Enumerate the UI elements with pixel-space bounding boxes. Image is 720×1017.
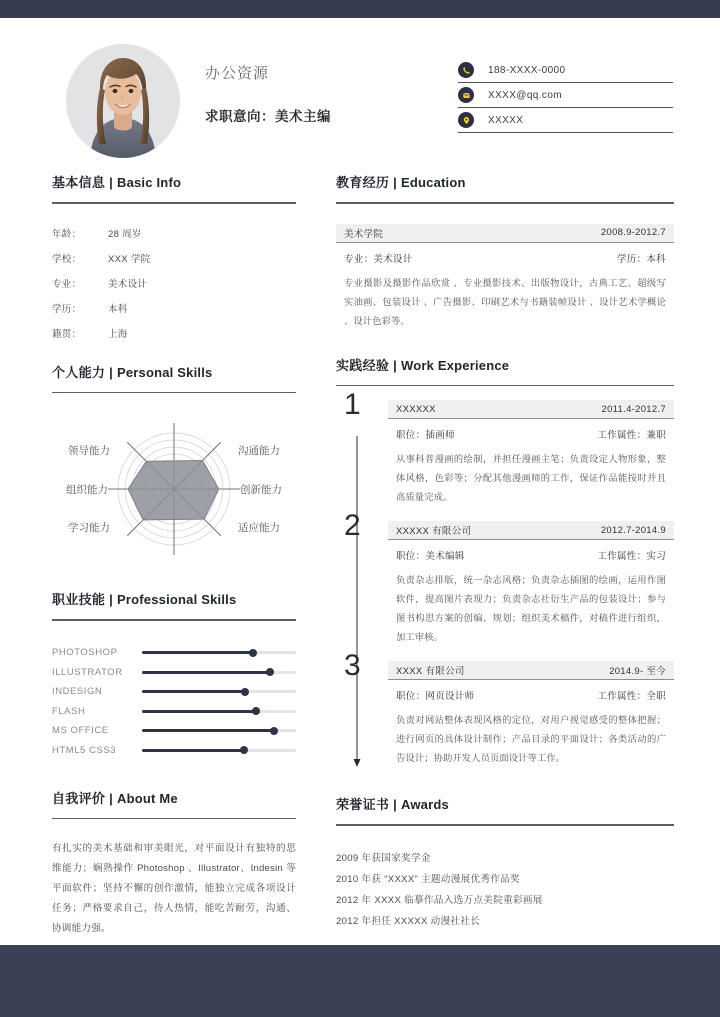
skill-fill [142,729,274,732]
education-entry-subheader [336,243,674,265]
section-title-cn: 实践经验 [336,357,390,373]
education-entry [336,224,674,331]
work-entry [336,509,674,647]
radar-axis-label: 适应能力 [238,522,280,535]
work-entry [336,388,674,507]
table-row [52,276,296,290]
avatar [66,44,180,158]
work-entry-number: 3 [344,649,361,683]
info-key: 学校： [52,253,82,265]
section-divider [52,818,296,820]
skill-fill [142,671,270,674]
skill-row [52,701,296,721]
section-title-cn: 个人能力 [52,364,106,380]
company-name: XXXX 有限公司 [396,666,465,678]
section-title-cn: 自我评价 [52,790,106,806]
skill-track [142,671,296,674]
section-title-personal-skills: 个人能力 | Personal Skills [52,364,213,380]
section-divider [336,385,674,387]
work-entry-header [388,521,674,540]
skill-track [142,651,296,654]
email-icon [458,87,474,103]
phone-icon [458,62,474,78]
skill-name: ILLUSTRATOR [52,666,123,678]
work-entry-number: 2 [344,509,361,543]
section-title-en: About Me [116,790,178,806]
job-objective: 求职意向：美术主编 [205,109,331,124]
identity-block [205,62,331,125]
education-major: 专业：美术设计 [344,253,413,265]
school-name: 美术学院 [344,228,384,240]
skill-row [52,643,296,663]
skill-level-dot [240,746,248,754]
section-divider [52,619,296,621]
awards-list [336,848,674,932]
education-courses: 专业摄影及摄影作品欣赏 、专业摄影技术、出版物设计，古典工艺、超级写实油画、包装设计 、广告摄影、印刷艺术与书籍装帧设计 、设计艺术学概论 、设计色彩等。 [344,277,666,326]
section-title-work-experience: 实践经验 | Work Experience [336,357,510,373]
info-value: XXX 学院 [108,253,151,265]
section-basic-info [52,172,296,340]
company-name: XXXXX 有限公司 [396,526,472,538]
skill-level-dot [270,727,278,735]
work-type: 工作属性：实习 [597,551,666,563]
skill-row [52,740,296,760]
section-divider [336,824,674,826]
contact-value-location: XXXXX [488,114,524,126]
contact-value-phone: 188-XXXX-0000 [488,64,566,76]
section-title-en: Basic Info [116,175,182,190]
work-entry-header [388,661,674,680]
skill-row [52,662,296,682]
radar-axis-label: 组织能力 [66,484,108,497]
bottom-accent-bar [0,945,720,1017]
skill-level-dot [249,649,257,657]
top-accent-bar [0,0,720,18]
skill-bar-list [52,643,296,760]
skill-name: INDESIGN [52,686,103,698]
award-item: 2010 年获 “XXXX” 主题动漫展优秀作品奖 [336,873,520,885]
table-row [52,251,296,265]
skill-track [142,729,296,732]
skill-name: MS OFFICE [52,725,109,737]
section-title-cn: 教育经历 [336,175,390,190]
work-entry-subheader [388,540,674,562]
section-divider [336,202,674,204]
skill-track [142,690,296,693]
work-description: 从事科普漫画的绘制，并担任漫画主笔；负责设定人物形象，整体风格，色彩等；分配其他漫画师的工作，保证作品能按时并且高质量完成。 [396,454,666,503]
award-item: 2009 年获国家奖学金 [336,852,431,864]
education-entry-header [336,224,674,243]
work-position: 职位：插画师 [396,430,455,442]
work-position: 职位：网页设计师 [396,691,475,703]
skill-name: HTML5 CSS3 [52,744,117,756]
section-title-awards: 荣誉证书 | Awards [336,797,449,813]
info-key: 专业： [52,278,82,290]
work-entry-subheader [388,680,674,702]
skill-track [142,749,296,752]
section-awards [336,794,674,932]
award-item: 2012 年担任 XXXXX 动漫社社长 [336,915,481,927]
info-key: 学历： [52,303,82,315]
section-title-en: Work Experience [400,357,510,373]
company-name: XXXXXX [396,403,436,415]
work-period: 2011.4-2012.7 [601,403,666,415]
work-entry [336,649,674,768]
section-divider [52,392,296,394]
work-entry-number: 1 [344,388,361,422]
info-value: 28 周岁 [108,228,142,240]
work-type: 工作属性：兼职 [597,430,666,442]
section-professional-skills [52,589,296,760]
skill-level-dot [252,707,260,715]
location-icon [458,112,474,128]
work-timeline [336,388,674,768]
section-title-about-me: 自我评价 | About Me [52,790,178,806]
section-divider [52,202,296,204]
left-column [52,172,296,939]
radar-axis-label: 领导能力 [68,445,110,458]
table-row [52,301,296,315]
table-row [52,326,296,340]
section-title-cn: 基本信息 [52,175,106,190]
work-period: 2012.7-2014.9 [600,524,666,536]
skill-level-dot [266,668,274,676]
section-title-cn: 荣誉证书 [336,797,390,813]
contact-value-email: XXXX@qq.com [488,89,563,101]
section-title-education: 教育经历 | Education [336,175,466,190]
skill-row [52,682,296,702]
section-title-en: Personal Skills [116,364,213,380]
info-value: 美术设计 [108,278,148,290]
section-title-en: Professional Skills [116,592,237,608]
skill-level-dot [241,688,249,696]
radar-axis-label: 沟通能力 [238,445,280,458]
table-row [52,226,296,240]
radar-axis-label: 创新能力 [240,484,282,497]
about-me-text: 有扎实的美术基础和审美眼光，对平面设计有独特的思维能力；娴熟操作 Photoshop 、Illustrator、Indesin 等平面软件；坚持不懈的创作激情，能独立完成各项设计任务；严格要求自己，待人热情，能吃苦耐劳，沟通、协调能力强。 [52,843,296,935]
contact-row-phone [458,58,673,83]
work-position: 职位：美术编辑 [396,551,465,563]
info-value: 上海 [108,328,128,340]
info-key: 年龄： [52,228,82,240]
section-education [336,172,674,331]
candidate-name: 办公资源 [205,65,270,82]
skill-name: FLASH [52,705,86,717]
contact-row-location [458,108,673,133]
right-column [336,172,674,932]
work-description: 负责对网站整体表现风格的定位，对用户视觉感受的整体把握；进行网页的具体设计制作；产品目录的平面设计；各类活动的广告设计；协助开发人员页面设计等工作。 [396,715,666,764]
info-value: 本科 [108,303,128,315]
skill-track [142,710,296,713]
award-item: 2012 年 XXXX 临摹作品入选万点美院重彩画展 [336,894,543,906]
skill-fill [142,749,244,752]
info-key: 籍贯： [52,328,82,340]
section-title-professional-skills: 职业技能 | Professional Skills [52,592,237,608]
profile-header [0,18,720,166]
radar-chart [52,403,296,575]
section-title-cn: 职业技能 [52,592,106,608]
work-period: 2014.9- 至今 [609,666,666,678]
work-type: 工作属性：全职 [597,691,666,703]
section-title-basic-info: 基本信息 | Basic Info [52,175,182,190]
skill-fill [142,710,256,713]
work-description: 负责杂志排版，统一杂志风格；负责杂志插图的绘画，运用作图软件，提高图片表现力；负责杂志社衍生产品的包装设计；参与图书构思方案的创编、规划；组织美术稿件，对稿件进行组织，加工审核。 [396,575,666,643]
skill-name: PHOTOSHOP [52,647,118,659]
basic-info-table [52,226,296,340]
section-title-en: Awards [400,797,449,813]
skill-fill [142,690,245,693]
skill-fill [142,651,253,654]
contact-list [458,58,673,133]
section-title-en: Education [400,175,466,190]
work-entry-subheader [388,419,674,441]
section-work-experience [336,355,674,769]
education-period: 2008.9-2012.7 [600,227,666,239]
education-degree: 学历：本科 [616,253,666,265]
section-about-me [52,788,296,940]
contact-row-email [458,83,673,108]
work-entry-header [388,400,674,419]
section-personal-skills [52,362,296,576]
skill-row [52,721,296,741]
radar-axis-label: 学习能力 [68,522,110,535]
